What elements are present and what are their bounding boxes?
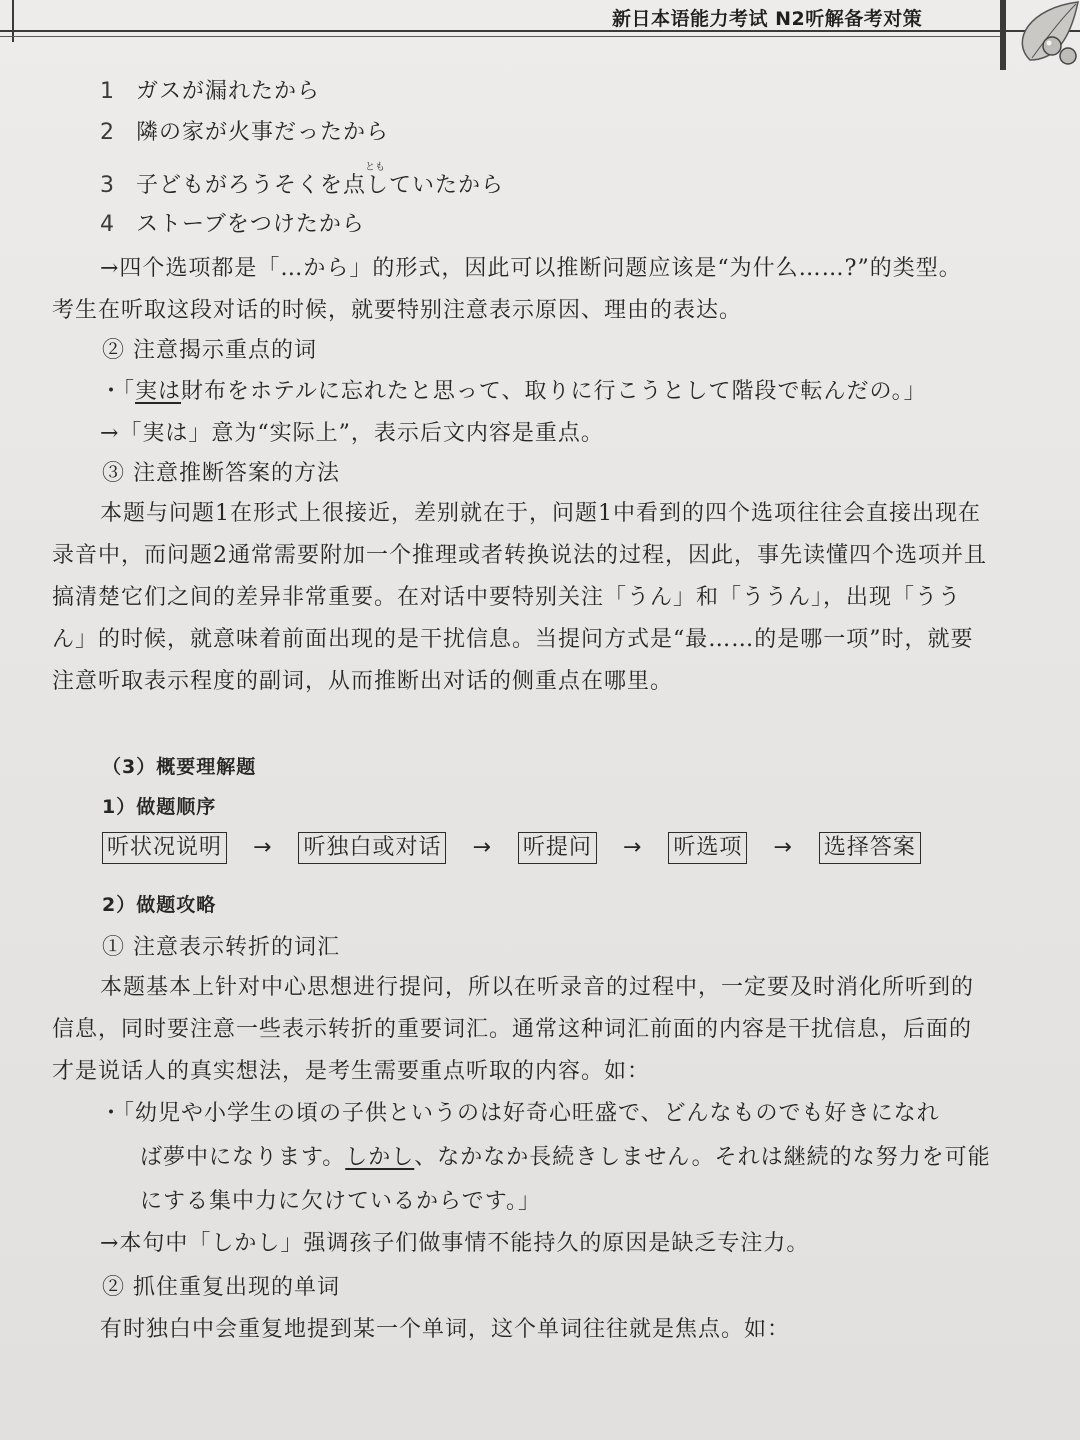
sub-heading-order: 1）做题顺序 — [102, 796, 217, 818]
note-shikashi: →本句中「しかし」强调孩子们做事情不能持久的原因是缺乏专注力。 — [100, 1231, 810, 1256]
option-text: 子どもがろうそくを点していたから — [136, 173, 505, 198]
flow-step: 听状况说明 — [102, 832, 227, 864]
underlined-keyword: 実は — [135, 379, 182, 404]
options-note-line1: →四个选项都是「…から」的形式，因此可以推断问题应该是“为什么……?”的类型。 — [100, 256, 962, 281]
flow-step: 听提问 — [518, 832, 597, 864]
paragraph-line: 才是说话人的真实想法，是考生需要重点听取的内容。如： — [52, 1059, 651, 1084]
heading-key-words: ② 注意揭示重点的词 — [102, 338, 317, 363]
underlined-keyword: しかし — [345, 1145, 415, 1170]
option-text: 隣の家が火事だったから — [136, 120, 390, 145]
sub-heading-strategy: 2）做题攻略 — [102, 894, 217, 916]
option-number: 1 — [100, 79, 115, 104]
option-number: 2 — [100, 120, 115, 145]
example-text: 、なかなか長続きしません。それは継続的な努力を可能 — [414, 1145, 991, 1170]
paragraph-line: 本题与问题1在形式上很接近，差别就在于，问题1中看到的四个选项往往会直接出现在 — [100, 501, 981, 526]
flow-diagram — [102, 832, 921, 864]
option-number: 3 — [100, 173, 115, 198]
arrow-right-icon: → — [253, 835, 273, 860]
paragraph-line: 信息，同时要注意一些表示转折的重要词汇。通常这种词汇前面的内容是干扰信息，后面的 — [52, 1017, 973, 1042]
example-line: にする集中力に欠けているからです。」 — [140, 1189, 542, 1214]
arrow-right-icon: → — [773, 835, 793, 860]
corner-leaf-icon — [1000, 0, 1080, 70]
paragraph-line: 录音中，而问题2通常需要附加一个推理或者转换说法的过程，因此，事先读懂四个选项并且 — [52, 543, 988, 568]
ruby-annotation: とも — [365, 162, 385, 173]
paragraph-line: 有时独白中会重复地提到某一个单词，这个单词往往就是焦点。如： — [100, 1317, 791, 1342]
example-text: 財布をホテルに忘れたと思って、取りに行こうとして階段で転んだの。」 — [181, 379, 927, 404]
heading-repeated-words: ② 抓住重复出现的单词 — [102, 1275, 340, 1300]
paragraph-line: ん」的时候，就意味着前面出现的是干扰信息。当提问方式是“最……的是哪一项”时，就要 — [52, 627, 974, 652]
example-jitsuwa — [100, 374, 927, 405]
option-text: ガスが漏れたから — [136, 79, 321, 104]
paragraph-line: 注意听取表示程度的副词，从而推断出对话的侧重点在哪里。 — [52, 669, 674, 694]
section-title-summary: （3）概要理解题 — [102, 756, 257, 778]
example-prefix: ・「 — [100, 379, 136, 404]
example-line — [140, 1140, 991, 1171]
example-text: ば夢中になります。 — [140, 1145, 346, 1170]
flow-step: 听选项 — [668, 832, 747, 864]
arrow-right-icon: → — [622, 835, 643, 860]
running-head-title: 新日本语能力考试 N2听解备考对策 — [612, 8, 923, 30]
flow-step: 听独白或对话 — [298, 832, 446, 864]
heading-transition-words: ① 注意表示转折的词汇 — [102, 935, 340, 960]
option-4 — [100, 207, 365, 238]
option-2 — [100, 115, 389, 146]
option-3 — [100, 168, 504, 199]
options-note-line2: 考生在听取这段对话的时候，就要特别注意表示原因、理由的表达。 — [52, 298, 743, 323]
header-rule-thin — [0, 36, 1000, 37]
paragraph-line: 搞清楚它们之间的差异非常重要。在对话中要特别关注「うん」和「ううん」，出现「うう — [52, 585, 962, 610]
heading-inference: ③ 注意推断答案的方法 — [102, 461, 340, 486]
option-1 — [100, 74, 320, 105]
option-text: ストーブをつけたから — [136, 212, 365, 237]
option-number: 4 — [100, 212, 115, 237]
paragraph-line: 本题基本上针对中心思想进行提问，所以在听录音的过程中，一定要及时消化所听到的 — [100, 975, 975, 1000]
flow-step: 选择答案 — [819, 832, 921, 864]
arrow-right-icon: → — [472, 835, 492, 860]
example-line: ・「幼児や小学生の頃の子供というのは好奇心旺盛で、どんなものでも好きになれ — [100, 1101, 940, 1126]
note-jitsuwa: →「実は」意为“实际上”，表示后文内容是重点。 — [100, 421, 604, 446]
